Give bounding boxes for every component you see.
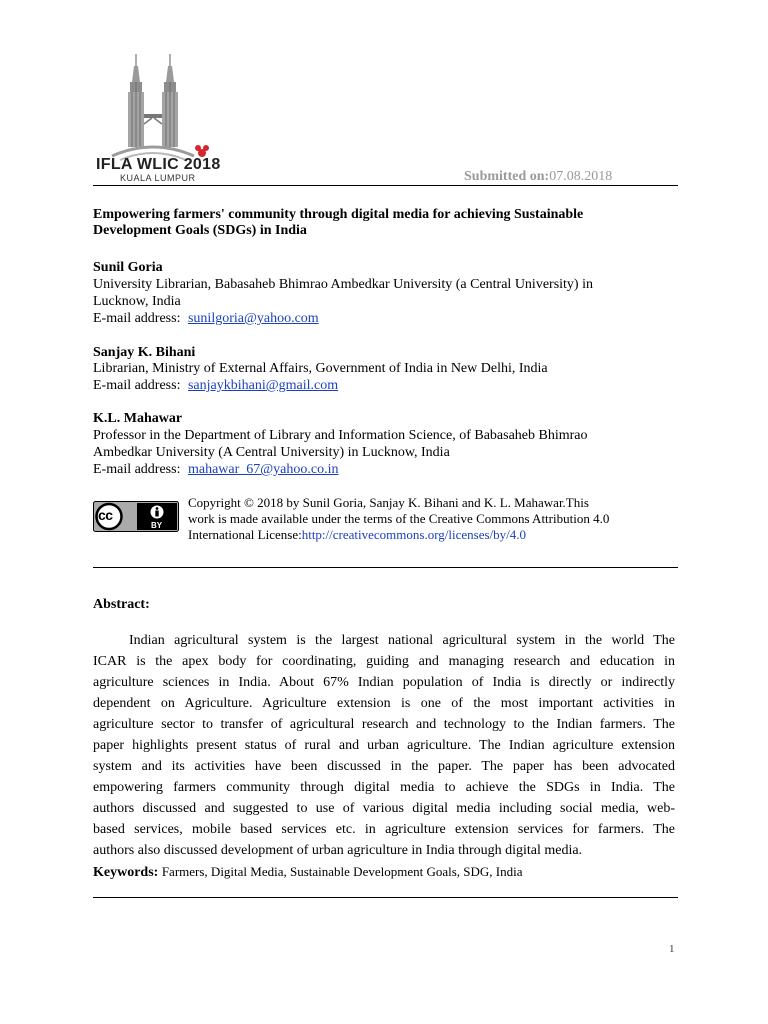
email-link[interactable]: sanjaykbihani@gmail.com [187, 378, 339, 393]
by-label: BY [151, 521, 163, 530]
author-affiliation: University Librarian, Babasaheb Bhimrao Ambedkar University (a Central University) in [93, 277, 593, 292]
keywords-list: Farmers, Digital Media, Sustainable Development Goals, SDG, India [161, 864, 523, 879]
author-affiliation: Professor in the Department of Library and Information Science, of Babasaheb Bhimrao [93, 428, 588, 443]
section-rule [93, 567, 678, 568]
abstract-line: empowering farmers community through digital media to achieve the SDGs in India. The [93, 780, 675, 795]
email-link[interactable]: mahawar_67@yahoo.co.in [187, 462, 339, 477]
email-label: E-mail address: [93, 311, 181, 326]
abstract-line: system and its activities have been discussed in the paper. The paper has been advocated [93, 759, 675, 774]
abstract-line: based services, mobile based services etc. in agriculture extension services for farmers. The [93, 822, 675, 837]
license-prefix: International License: [188, 527, 302, 542]
abstract-heading: Abstract: [93, 597, 150, 612]
abstract-line: authors also discussed development of urban agriculture in India through digital media. [93, 843, 583, 858]
cc-by-badge [93, 501, 179, 532]
abstract-line: agriculture sector to transfer of agricultural research and technology to the Indian farmers. The [93, 717, 675, 732]
logo-subtitle: KUALA LUMPUR [120, 173, 196, 183]
petronas-towers-icon [90, 52, 230, 162]
abstract-line: ICAR is the apex body for coordinating, guiding and managing research and education in [93, 654, 675, 669]
keywords-label: Keywords: [93, 865, 159, 880]
license-line: work is made available under the terms of the Creative Commons Attribution 4.0 [188, 511, 610, 526]
paper-title-line: Development Goals (SDGs) in India [93, 223, 307, 238]
submitted-label: Submitted on: [464, 169, 550, 184]
license-line [188, 526, 526, 543]
author-name: Sanjay K. Bihani [93, 345, 196, 360]
email-label: E-mail address: [93, 462, 181, 477]
abstract-line: authors discussed and suggested to use of various digital media including social media, web- [93, 801, 675, 816]
author-affiliation: Ambedkar University (A Central University) in Lucknow, India [93, 445, 450, 460]
abstract-line: agriculture sciences in India. About 67% Indian population of India is directly or indirectly [93, 675, 675, 690]
submitted-date [464, 168, 612, 185]
logo-title: IFLA WLIC 2018 [96, 156, 221, 173]
cc-icon: cc [98, 507, 113, 523]
email-link[interactable]: sunilgoria@yahoo.com [187, 311, 319, 326]
license-url-link[interactable]: http://creativecommons.org/licenses/by/4.0 [301, 527, 527, 542]
abstract-line: paper highlights present status of rural and urban agriculture. The Indian agriculture extension [93, 738, 675, 753]
abstract-line: Indian agricultural system is the largest national agricultural system in the world The [129, 633, 675, 648]
keywords [93, 863, 523, 881]
section-rule [93, 897, 678, 898]
license-line: Copyright © 2018 by Sunil Goria, Sanjay K. Bihani and K. L. Mahawar.This [188, 495, 589, 510]
author-affiliation: Librarian, Ministry of External Affairs, Government of India in New Delhi, India [93, 361, 548, 376]
submitted-value: 07.08.2018 [549, 169, 613, 184]
author-email-row [93, 310, 319, 327]
ifla-logo [90, 52, 230, 184]
author-name: Sunil Goria [93, 260, 163, 275]
author-name: K.L. Mahawar [93, 411, 183, 426]
paper-title-line: Empowering farmers' community through digital media for achieving Sustainable [93, 207, 584, 222]
author-email-row [93, 461, 339, 478]
abstract-line: dependent on Agriculture. Agriculture extension is one of the most important activities in [93, 696, 675, 711]
header-rule [93, 185, 678, 186]
author-email-row [93, 377, 338, 394]
page-number: 1 [669, 943, 675, 955]
author-affiliation: Lucknow, India [93, 294, 181, 309]
email-label: E-mail address: [93, 378, 181, 393]
